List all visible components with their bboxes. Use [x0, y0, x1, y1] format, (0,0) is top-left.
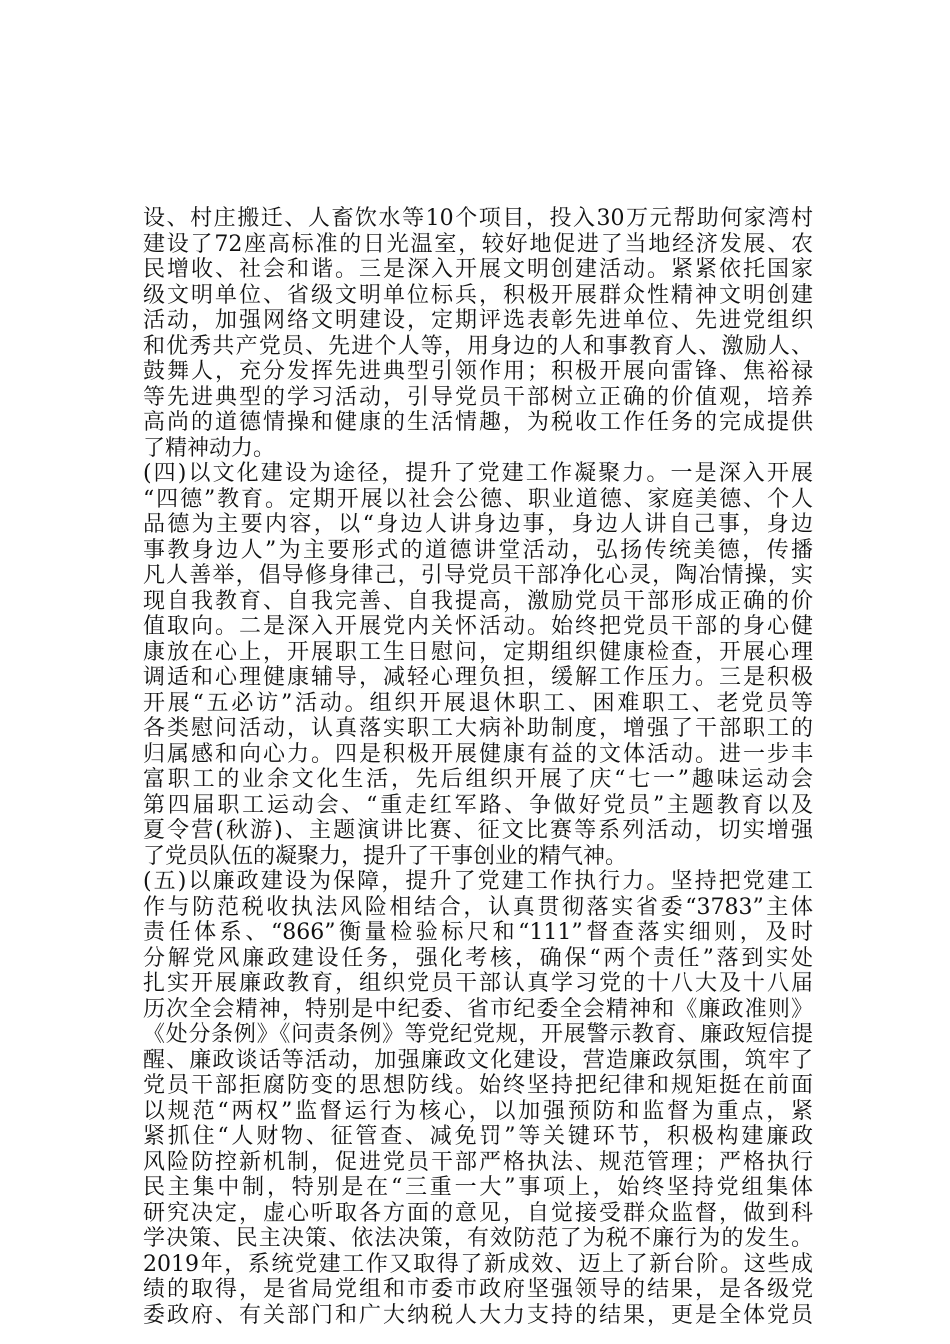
text-line: 凡人善举，倡导修身律己，引导党员干部净化心灵，陶冶情操，实: [143, 563, 813, 588]
text-line: 扎实开展廉政教育，组织党员干部认真学习党的十八大及十八届: [143, 971, 813, 996]
text-line: 民主集中制，特别是在“三重一大”事项上，始终坚持党组集体: [143, 1175, 813, 1200]
text-line: 值取向。二是深入开展党内关怀活动。始终把党员干部的身心健: [143, 614, 813, 639]
text-line: 级文明单位、省级文明单位标兵，积极开展群众性精神文明创建: [143, 282, 813, 308]
text-line: 《处分条例》《问责条例》等党纪党规，开展警示教育、廉政短信提: [143, 1022, 813, 1047]
text-line: 责任体系、“866”衡量检验标尺和“111”督查落实细则，及时: [143, 920, 813, 945]
text-line: 绩的取得，是省局党组和市委市政府坚强领导的结果，是各级党: [143, 1277, 813, 1302]
text-line: 等先进典型的学习活动，引导党员干部树立正确的价值观，培养: [143, 384, 813, 410]
text-line: 建设了72座高标准的日光温室，较好地促进了当地经济发展、农: [143, 231, 813, 257]
text-line: 设、村庄搬迁、人畜饮水等10个项目，投入30万元帮助何家湾村: [143, 206, 813, 231]
text-line: 夏令营(秋游)、主题演讲比赛、征文比赛等系列活动，切实增强: [143, 818, 813, 843]
text-line: 活动，加强网络文明建设，定期评选表彰先进单位、先进党组织: [143, 308, 813, 333]
text-line: “四德”教育。定期开展以社会公德、职业道德、家庭美德、个人: [143, 486, 813, 512]
text-line: 学决策、民主决策、依法决策，有效防范了为税不廉行为的发生。: [143, 1226, 813, 1251]
text-line: 现自我教育、自我完善、自我提高，激励党员干部形成正确的价: [143, 588, 813, 614]
text-line: 鼓舞人，充分发挥先进典型引领作用；积极开展向雷锋、焦裕禄: [143, 359, 813, 384]
text-line: 委政府、有关部门和广大纳税人大力支持的结果，更是全体党员: [143, 1302, 813, 1328]
text-line: 归属感和向心力。四是积极开展健康有益的文体活动。进一步丰: [143, 741, 813, 767]
text-line: 第四届职工运动会、“重走红军路、争做好党员”主题教育以及: [143, 792, 813, 818]
text-line: 民增收、社会和谐。三是深入开展文明创建活动。紧紧依托国家: [143, 257, 813, 282]
text-line: 研究决定，虚心听取各方面的意见，自觉接受群众监督，做到科: [143, 1200, 813, 1226]
text-line: 了党员队伍的凝聚力，提升了干事创业的精气神。: [143, 843, 628, 869]
text-line: 历次全会精神，特别是中纪委、省市纪委全会精神和《廉政准则》: [143, 996, 813, 1022]
document-body: [143, 206, 813, 1328]
text-line: 分解党风廉政建设任务，强化考核，确保“两个责任”落到实处: [143, 945, 813, 971]
text-line: 调适和心理健康辅导，减轻心理负担，缓解工作压力。三是积极: [143, 665, 813, 690]
text-line: 风险防控新机制，促进党员干部严格执法、规范管理；严格执行: [143, 1149, 813, 1175]
text-line: 高尚的道德情操和健康的生活情趣，为税收工作任务的完成提供: [143, 410, 813, 435]
text-line: 康放在心上，开展职工生日慰问，定期组织健康检查，开展心理: [143, 639, 813, 665]
section-heading-line: (五)以廉政建设为保障，提升了党建工作执行力。坚持把党建工: [143, 869, 813, 894]
text-line: 和优秀共产党员、先进个人等，用身边的人和事教育人、激励人、: [143, 333, 813, 359]
text-line: 富职工的业余文化生活，先后组织开展了庆“七一”趣味运动会: [143, 767, 813, 792]
text-line: 2019年，系统党建工作又取得了新成效、迈上了新台阶。这些成: [143, 1251, 813, 1277]
text-line: 了精神动力。: [143, 435, 276, 461]
text-line: 开展“五必访”活动。组织开展退休职工、困难职工、老党员等: [143, 690, 813, 716]
text-line: 事教身边人”为主要形式的道德讲堂活动，弘扬传统美德，传播: [143, 537, 813, 563]
text-line: 党员干部拒腐防变的思想防线。始终坚持把纪律和规矩挺在前面: [143, 1073, 813, 1098]
text-line: 作与防范税收执法风险相结合，认真贯彻落实省委“3783”主体: [143, 894, 813, 920]
text-line: 紧抓住“人财物、征管查、减免罚”等关键环节，积极构建廉政: [143, 1124, 813, 1149]
text-line: 各类慰问活动，认真落实职工大病补助制度，增强了干部职工的: [143, 716, 813, 741]
text-line: 以规范“两权”监督运行为核心，以加强预防和监督为重点，紧: [143, 1098, 813, 1124]
section-heading-line: (四)以文化建设为途径，提升了党建工作凝聚力。一是深入开展: [143, 461, 813, 486]
text-line: 醒、廉政谈话等活动，加强廉政文化建设，营造廉政氛围，筑牢了: [143, 1047, 813, 1073]
text-line: 品德为主要内容，以“身边人讲身边事，身边人讲自己事，身边: [143, 512, 813, 537]
